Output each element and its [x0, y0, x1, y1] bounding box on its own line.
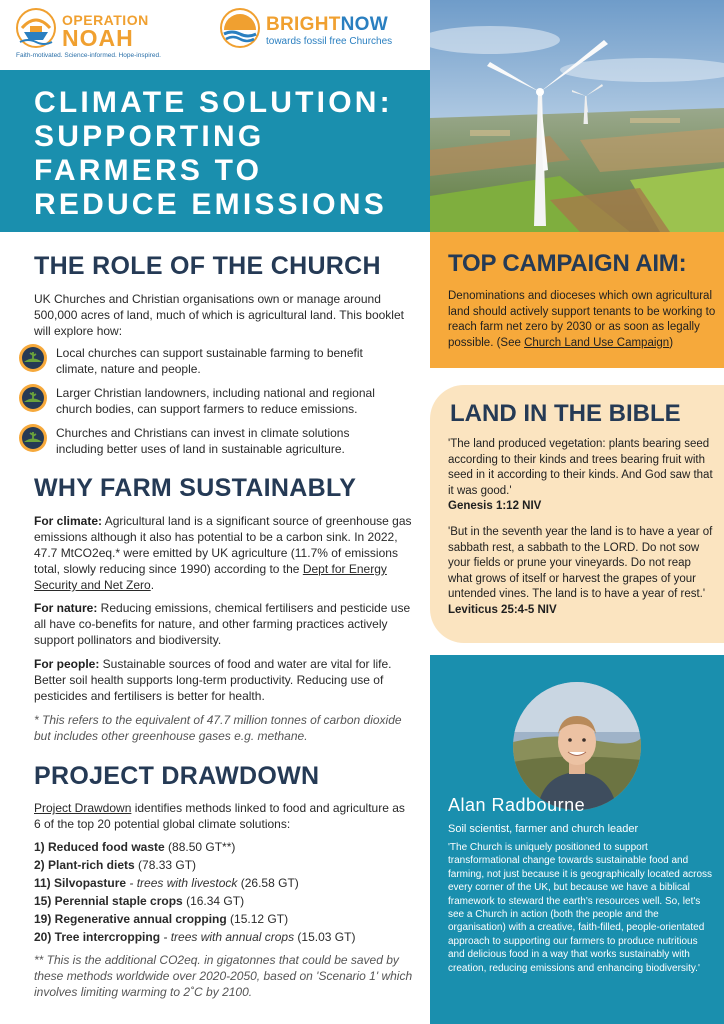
noah-tagline: Faith-motivated. Science-informed. Hope-inspired. — [16, 52, 161, 59]
wind-turbine-photo — [430, 0, 724, 232]
drawdown-item-value: (16.34 GT) — [182, 894, 245, 908]
title-line-2: SUPPORTING — [34, 120, 265, 153]
drawdown-item-label: 19) Regenerative annual cropping — [34, 912, 227, 926]
role-bullet-2 — [18, 383, 418, 417]
drawdown-item-6 — [34, 928, 414, 946]
person-name: Alan Radbourne — [448, 795, 586, 815]
why-nature-label: For nature: — [34, 601, 98, 615]
why-nature-paragraph — [34, 600, 414, 648]
drawdown-item-label: 2) Plant-rich diets — [34, 858, 135, 872]
brightnow-logo — [220, 8, 420, 52]
brightnow-wordmark — [266, 14, 388, 36]
logo-word-noah: NOAH — [62, 25, 134, 51]
why-nature-text: Reducing emissions, chemical fertilisers and pesticide use all have co-benefits for nature, and other farming practices actively support pollinators and biodiversity. — [34, 601, 411, 647]
bible-box — [430, 385, 724, 643]
drawdown-item-note: - trees with livestock — [126, 876, 238, 890]
bible-quote-1-text: 'The land produced vegetation: plants bearing seed according to their kinds and trees bearing fruit with seed in it according to their kinds. And God saw that it was good.' — [448, 438, 713, 497]
drawdown-item-label: 15) Perennial staple crops — [34, 894, 183, 908]
bible-quote-1 — [448, 437, 716, 515]
person-photo — [513, 682, 641, 810]
ark-logo-icon — [16, 8, 56, 48]
brightnow-tagline: towards fossil free Churches — [266, 36, 393, 47]
why-people-text: Sustainable sources of food and water are vital for life. Better soil health supports long-term productivity. Reducing use of pesticides and fertilisers is better for health. — [34, 657, 392, 703]
page-title — [34, 86, 424, 222]
why-footnote: * This refers to the equivalent of 47.7 million tonnes of carbon dioxide but includes other greenhouse gases e.g. methane. — [34, 713, 402, 743]
drawdown-intro-text: identifies methods linked to food and agriculture as 6 of the top 20 potential global climate solutions: — [34, 801, 405, 831]
drawdown-item-value: (78.33 GT) — [134, 858, 197, 872]
dept-energy-link[interactable]: Dept for Energy Security and Net Zero — [34, 562, 387, 592]
drawdown-item-value: (15.03 GT) — [294, 930, 356, 944]
why-climate-label: For climate: — [34, 514, 103, 528]
role-intro: UK Churches and Christian organisations own or manage around 500,000 acres of land, much of which is agricultural land. This booklet will explore how: — [34, 292, 404, 338]
drawdown-item-label: 1) Reduced food waste — [34, 840, 165, 854]
drawdown-item-value: (15.12 GT) — [226, 912, 289, 926]
person-quote: 'The Church is uniquely positioned to support transformational change towards sustainable food and farming, not just because it is geographically located across every corner of the UK, but because we have a biblical framework to steward the earth's resources well. So, let's see a Church in action (both the people and the organisation) with a creative, faith-filled, people-orientated approach to supporting our farmers to produce nutritious and delicious food in a way that works sustainably with creation, reducing emissions and enhancing biodiversity.' — [448, 842, 713, 974]
bible-heading: LAND IN THE BIBLE — [450, 400, 681, 427]
wind-turbine-illustration — [430, 0, 724, 232]
drawdown-list — [34, 838, 414, 946]
drawdown-item-4 — [34, 892, 414, 910]
aim-body: Denominations and dioceses which own agricultural land should actively support tenants to be working to reach farm net zero by 2030 or as soon as legally possible. (See — [448, 290, 716, 349]
farm-badge-icon — [18, 383, 48, 413]
title-line-4: REDUCE EMISSIONS — [34, 188, 387, 221]
title-band — [0, 70, 430, 232]
drawdown-item-3 — [34, 874, 414, 892]
aim-heading: TOP CAMPAIGN AIM: — [448, 250, 687, 277]
role-heading: THE ROLE OF THE CHURCH — [34, 252, 381, 280]
drawdown-heading: PROJECT DRAWDOWN — [34, 762, 320, 790]
person-profile-box — [430, 655, 724, 1024]
role-bullet-3 — [18, 423, 418, 457]
logo-word-now: NOW — [340, 14, 388, 35]
project-drawdown-link[interactable]: Project Drawdown — [34, 801, 132, 815]
drawdown-item-2 — [34, 856, 414, 874]
drawdown-item-1 — [34, 838, 414, 856]
bible-ref-1: Genesis 1:12 NIV — [448, 500, 542, 512]
role-bullet-text: Local churches can support sustainable farming to benefit climate, nature and people. — [56, 346, 363, 376]
drawdown-item-value: (26.58 GT) — [237, 876, 299, 890]
drawdown-footnote: ** This is the additional CO2eq. in gigatonnes that could be saved by these methods worldwide over 2020-2050, based on 'Scenario 1' which involves limiting warming to 2˚C by 2100. — [34, 953, 413, 999]
role-bullet-text: Churches and Christians can invest in climate solutions including better uses of land in sustainable agriculture. — [56, 426, 350, 456]
role-bullet-text: Larger Christian landowners, including national and regional church bodies, can support farmers to reduce emissions. — [56, 386, 375, 416]
operation-noah-logo — [14, 6, 164, 62]
drawdown-item-note: - trees with annual crops — [160, 930, 295, 944]
drawdown-item-label: 11) Silvopasture — [34, 876, 127, 890]
role-bullet-1 — [18, 343, 418, 377]
logo-word-operation: OPERATION — [62, 12, 149, 28]
why-climate-paragraph — [34, 513, 414, 593]
farm-badge-icon — [18, 423, 48, 453]
avatar — [513, 682, 641, 810]
aim-end: ) — [669, 336, 674, 349]
bible-quote-2-text: 'But in the seventh year the land is to have a year of sabbath rest, a sabbath to the LORD. Do not sow your fields or prune your vineyards. Do not reap what grows of itself or harvest the grapes of your untended vines. The land is to have a year of rest.' — [448, 526, 713, 600]
drawdown-item-label: 20) Tree intercropping — [34, 930, 161, 944]
sunrise-logo-icon — [220, 8, 260, 48]
bible-ref-2: Leviticus 25:4-5 NIV — [448, 603, 557, 616]
drawdown-item-value: (88.50 GT**) — [164, 840, 236, 854]
logo-word-bright: BRIGHT — [266, 14, 341, 35]
why-people-label: For people: — [34, 657, 100, 671]
why-climate-text: Agricultural land is a significant source of greenhouse gas emissions although it also has potential to be a carbon sink. In 2022, 47.7 MtCO2eq.* were emitted by UK agriculture (11.7% of emissions total, slowly reducing since 1990) according to the — [34, 514, 412, 576]
why-climate-end: . — [150, 578, 155, 592]
farm-badge-icon — [18, 343, 48, 373]
campaign-aim-box — [430, 232, 724, 368]
church-land-use-link[interactable]: Church Land Use Campaign — [524, 336, 670, 349]
why-people-paragraph — [34, 656, 414, 704]
aim-text — [448, 289, 716, 351]
bible-quote-2 — [448, 525, 716, 618]
drawdown-item-5 — [34, 910, 414, 928]
person-role: Soil scientist, farmer and church leader — [448, 823, 639, 835]
title-line-3: FARMERS TO — [34, 154, 263, 187]
why-heading: WHY FARM SUSTAINABLY — [34, 474, 357, 502]
title-line-1: CLIMATE SOLUTION: — [34, 86, 393, 119]
drawdown-intro — [34, 800, 414, 832]
